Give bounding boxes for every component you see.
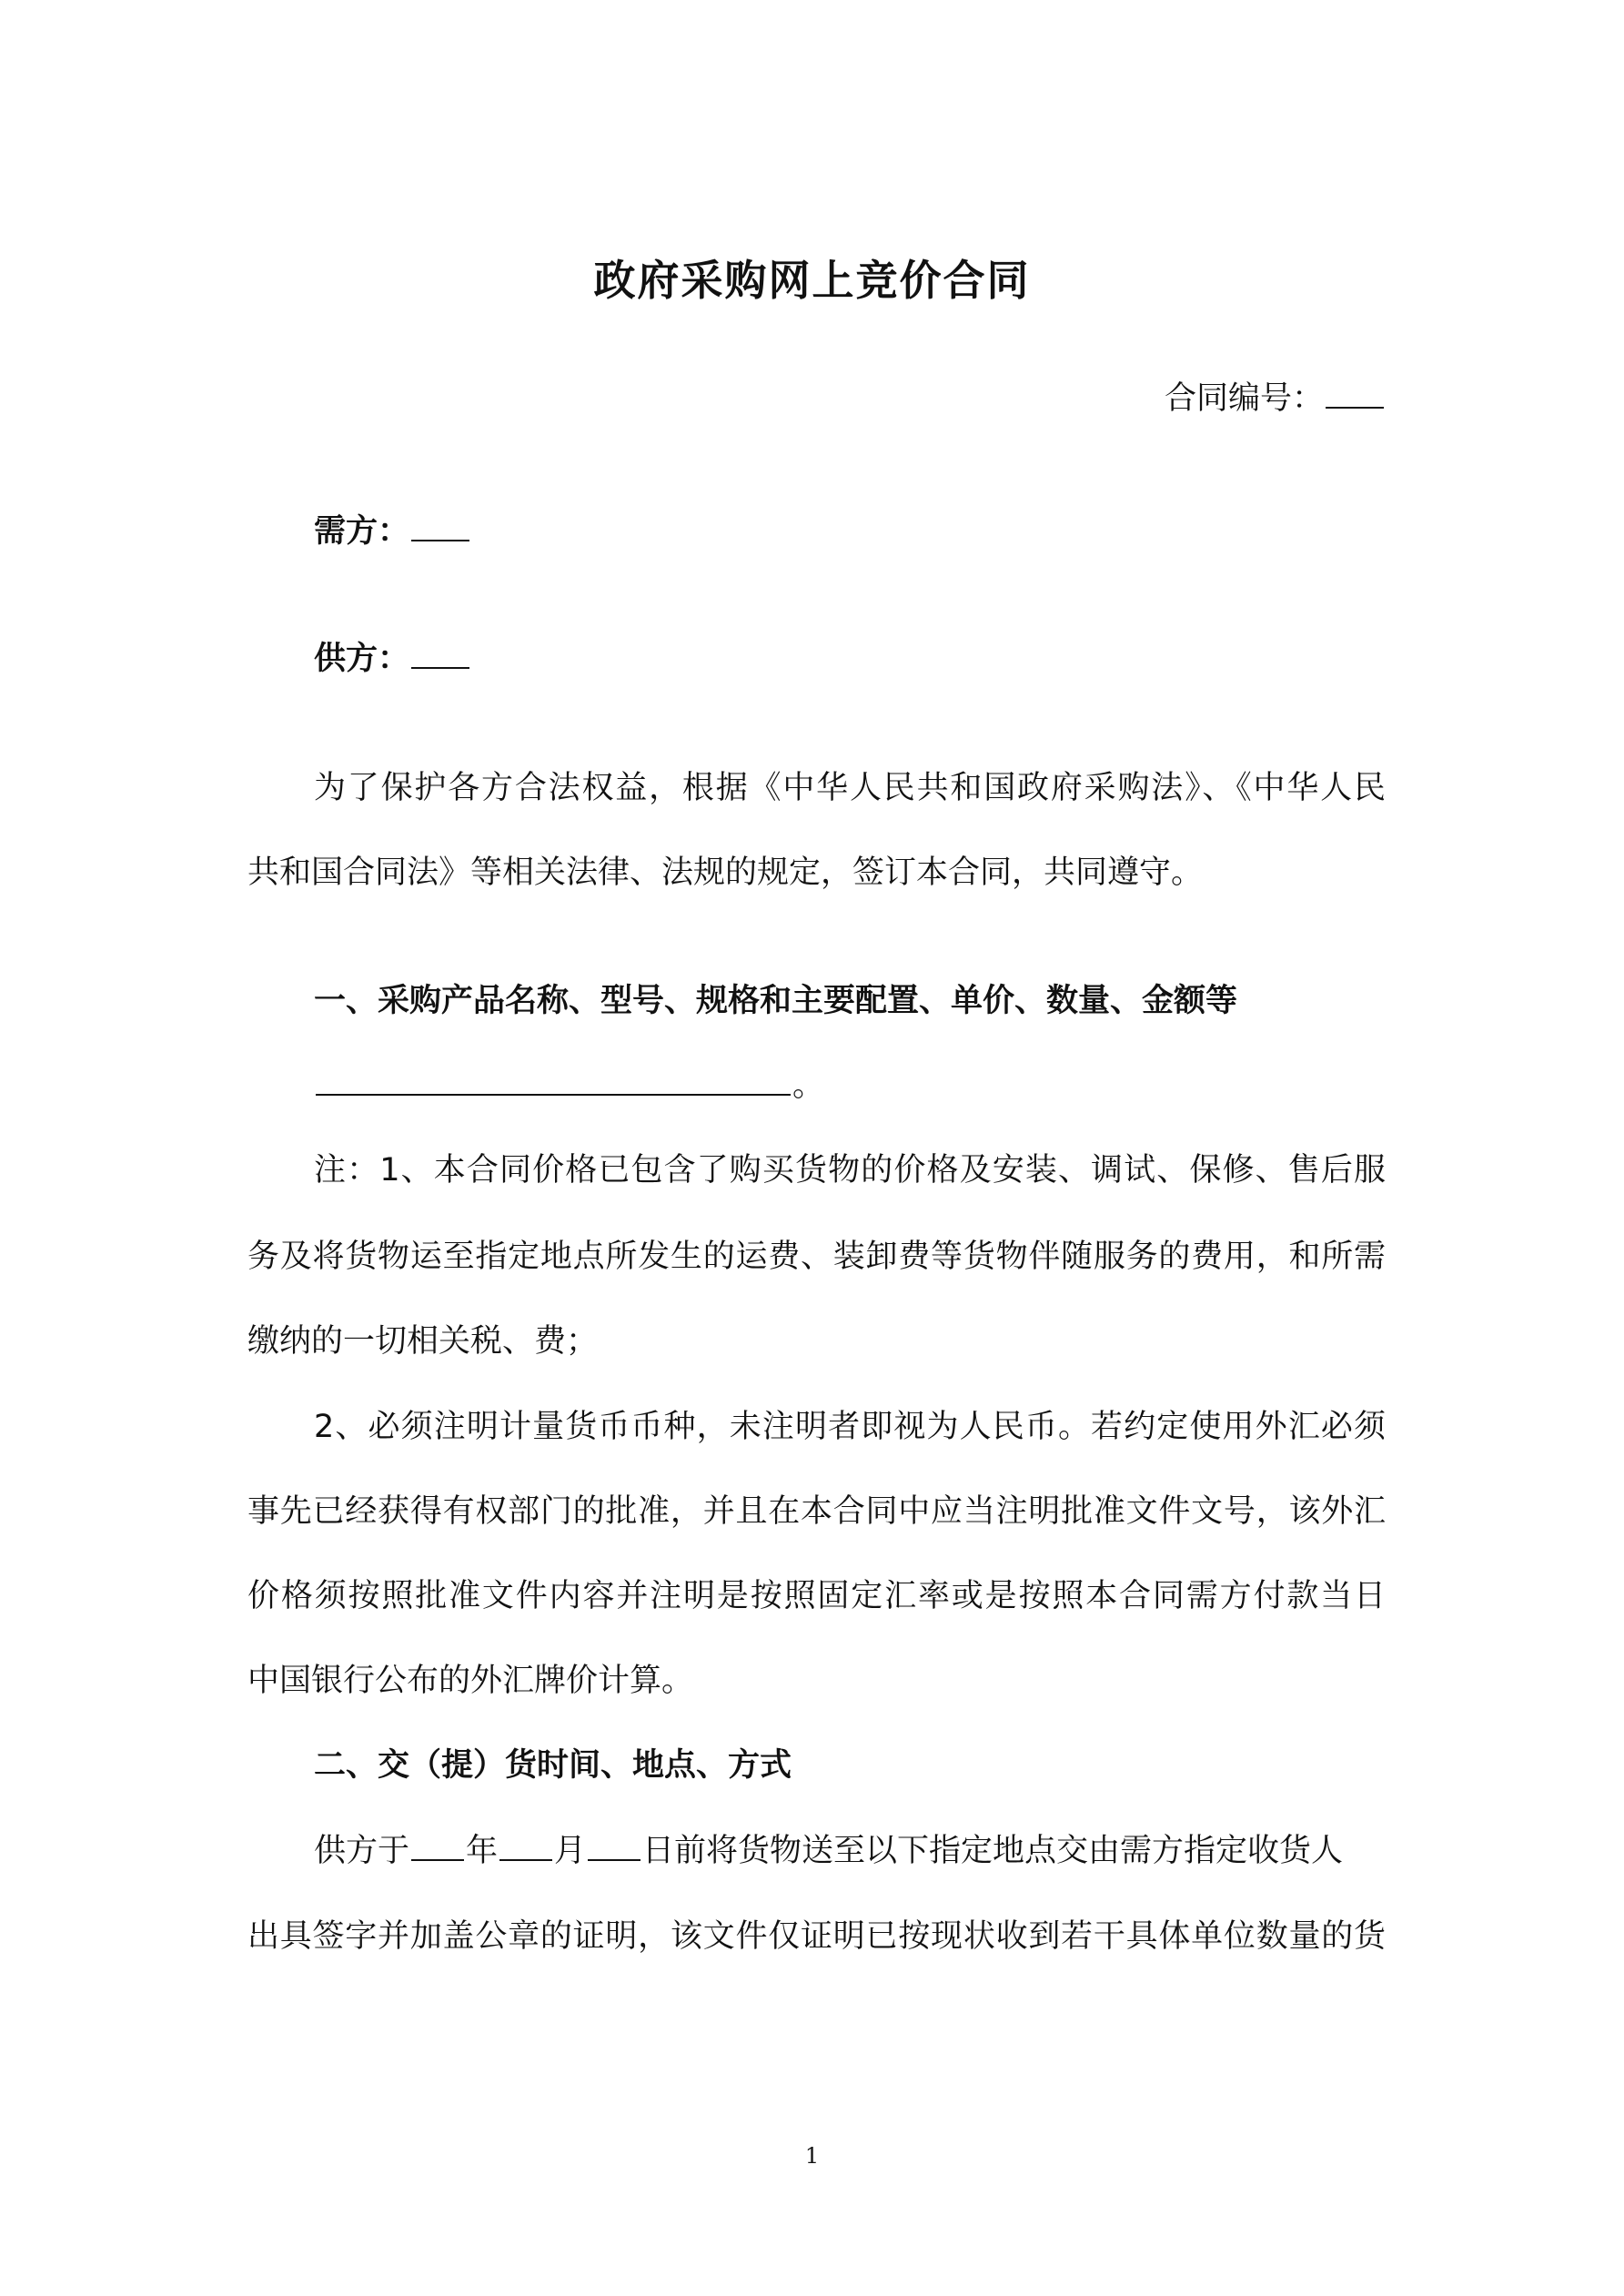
delivery-prefix: 供方于 <box>314 1833 410 1869</box>
supply-party-blank <box>411 666 469 669</box>
note-2-line-1: 2、必须注明计量货币币种，未注明者即视为人民币。若约定使用外汇必须 <box>314 1409 1386 1445</box>
demand-party-blank <box>411 539 469 541</box>
supply-party-label: 供方： <box>314 641 410 677</box>
year-blank <box>411 1858 464 1861</box>
day-blank <box>588 1858 641 1861</box>
delivery-line-2: 出具签字并加盖公章的证明，该文件仅证明已按现状收到若干具体单位数量的货 <box>247 1918 1386 1955</box>
intro-line-2: 共和国合同法》等相关法律、法规的规定，签订本合同，共同遵守。 <box>247 855 1204 891</box>
month-label: 月 <box>554 1833 587 1869</box>
section-1-blank-line <box>314 1060 1386 1106</box>
note-2-line-2: 事先已经获得有权部门的批准，并且在本合同中应当注明批准文件文号，该外汇 <box>247 1493 1386 1530</box>
section-1-blank <box>316 1093 791 1096</box>
note-2-line-3: 价格须按照批准文件内容并注明是按照固定汇率或是按照本合同需方付款当日 <box>247 1578 1386 1614</box>
contract-number-blank <box>1326 406 1384 409</box>
delivery-suffix: 日前将货物送至以下指定地点交由需方指定收货人 <box>642 1833 1344 1869</box>
page-title: 政府采购网上竞价合同 <box>593 256 1031 305</box>
demand-party-label: 需方： <box>314 513 410 550</box>
intro-line-1: 为了保护各方合法权益，根据《中华人民共和国政府采购法》、《中华人民 <box>314 770 1386 806</box>
supply-party <box>314 633 1386 679</box>
section-1-blank-end: 。 <box>792 1067 825 1104</box>
month-blank <box>499 1858 552 1861</box>
section-2-heading: 二、交（提）货时间、地点、方式 <box>314 1747 792 1784</box>
page-number: 1 <box>804 2143 820 2169</box>
note-1-line-1: 注：1、本合同价格已包含了购买货物的价格及安装、调试、保修、售后服 <box>314 1152 1386 1188</box>
note-1-line-3: 缴纳的一切相关税、费； <box>247 1323 599 1360</box>
note-1-line-2: 务及将货物运至指定地点所发生的运费、装卸费等货物伴随服务的费用，和所需 <box>247 1239 1386 1275</box>
delivery-line-1 <box>314 1826 1386 1871</box>
contract-number-label: 合同编号： <box>1164 380 1324 417</box>
year-label: 年 <box>466 1833 499 1869</box>
note-2-line-4: 中国银行公布的外汇牌价计算。 <box>247 1663 694 1699</box>
contract-number <box>1165 373 1386 419</box>
section-1-heading: 一、采购产品名称、型号、规格和主要配置、单价、数量、金额等 <box>314 983 1238 1019</box>
demand-party <box>314 506 1386 551</box>
